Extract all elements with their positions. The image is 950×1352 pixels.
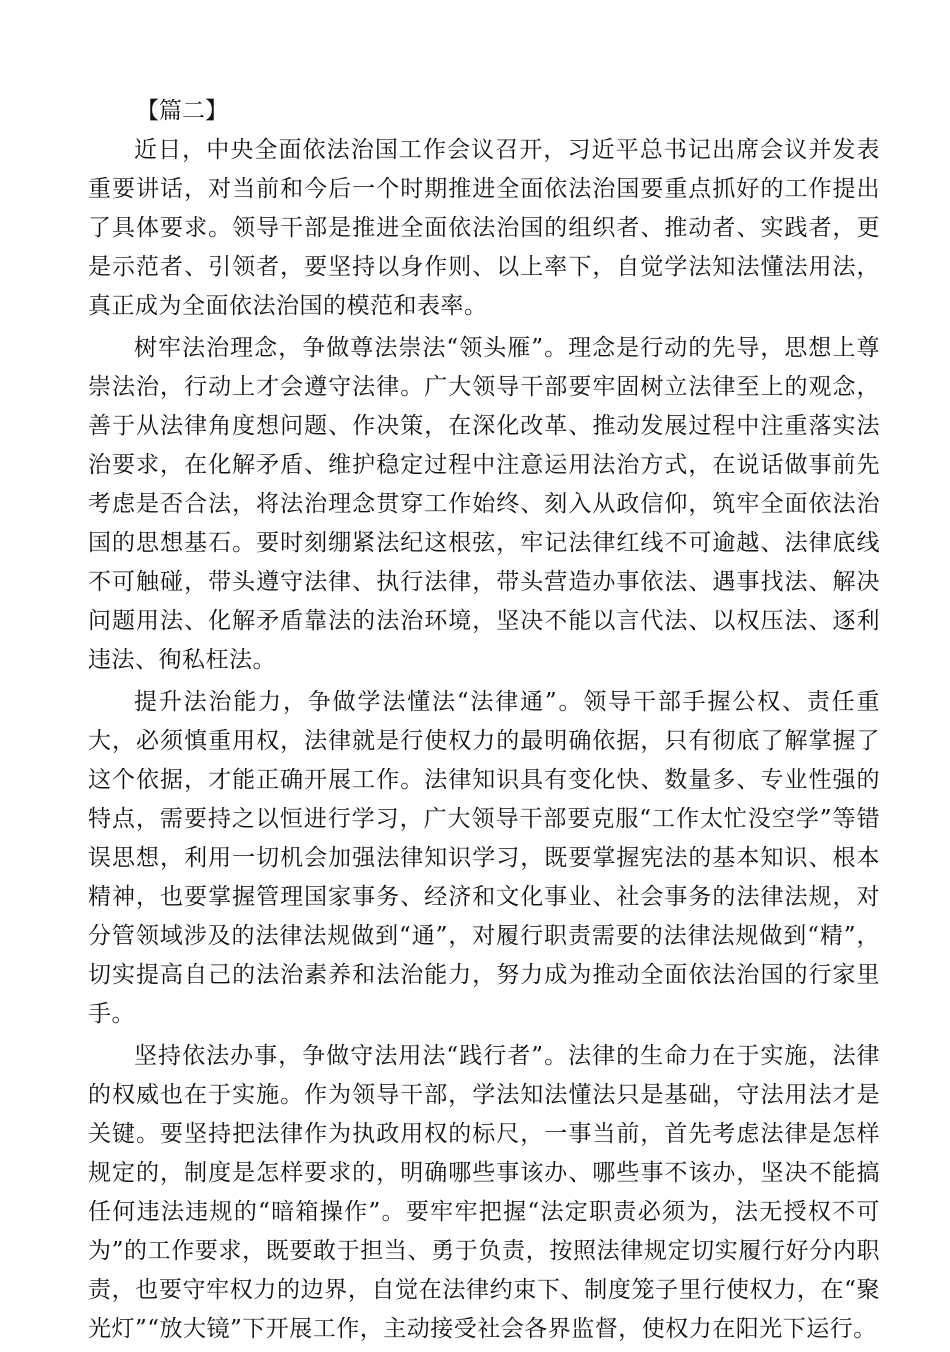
paragraph-intro: 近日，中央全面依法治国工作会议召开，习近平总书记出席会议并发表重要讲话，对当前和今后一个时期推进全面依法治国要重点抓好的工作提出了具体要求。领导干部是推进全面依法治国的组织者、推动者、实践者，更是示范者、引领者，要坚持以身作则、以上率下，自觉学法知法懂法用法，真正成为全面依法治国的模范和表率。 [88,137,880,319]
section-heading: 【篇二】 [136,98,228,124]
document-body [88,92,880,1352]
paragraph-rule-of-law-concept: 树牢法治理念，争做尊法崇法“领头雁”。理念是行动的先导，思想上尊崇法治，行动上才会遵守法律。广大领导干部要牢固树立法律至上的观念，善于从法律角度想问题、作决策，在深化改革、推动发展过程中注重落实法治要求，在化解矛盾、维护稳定过程中注意运用法治方式，在说话做事前先考虑是否合法，将法治理念贯穿工作始终、刻入从政信仰，筑牢全面依法治国的思想基石。要时刻绷紧法纪这根弦，牢记法律红线不可逾越、法律底线不可触碰，带头遵守法律、执行法律，带头营造办事依法、遇事找法、解决问题用法、化解矛盾靠法的法治环境，坚决不能以言代法、以权压法、逐利违法、徇私枉法。 [88,335,880,673]
paragraph-act-by-law: 坚持依法办事，争做守法用法“践行者”。法律的生命力在于实施，法律的权威也在于实施。作为领导干部，学法知法懂法只是基础，守法用法才是关键。要坚持把法律作为执政用权的标尺，一事当前，首先考虑法律是怎样规定的，制度是怎样要求的，明确哪些事该办、哪些事不该办，坚决不能搞任何违法违规的“暗箱操作”。要牢牢把握“法定职责必须为，法无授权不可为”的工作要求，既要敢于担当、勇于负责，按照法律规定切实履行好分内职责，也要守牢权力的边界，自觉在法律约束下、制度笼子里行使权力，在“聚光灯”“放大镜”下开展工作，主动接受社会各界监督，使权力在阳光下运行。 [88,1043,880,1342]
paragraph-rule-of-law-ability: 提升法治能力，争做学法懂法“法律通”。领导干部手握公权、责任重大，必须慎重用权，法律就是行使权力的最明确依据，只有彻底了解掌握了这个依据，才能正确开展工作。法律知识具有变化快、数量多、专业性强的特点，需要持之以恒进行学习，广大领导干部要克服“工作太忙没空学”等错误思想，利用一切机会加强法律知识学习，既要掌握宪法的基本知识、根本精神，也要掌握管理国家事务、经济和文化事业、社会事务的法律法规，对分管领域涉及的法律法规做到“通”，对履行职责需要的法律法规做到“精”，切实提高自己的法治素养和法治能力，努力成为推动全面依法治国的行家里手。 [88,689,880,1027]
